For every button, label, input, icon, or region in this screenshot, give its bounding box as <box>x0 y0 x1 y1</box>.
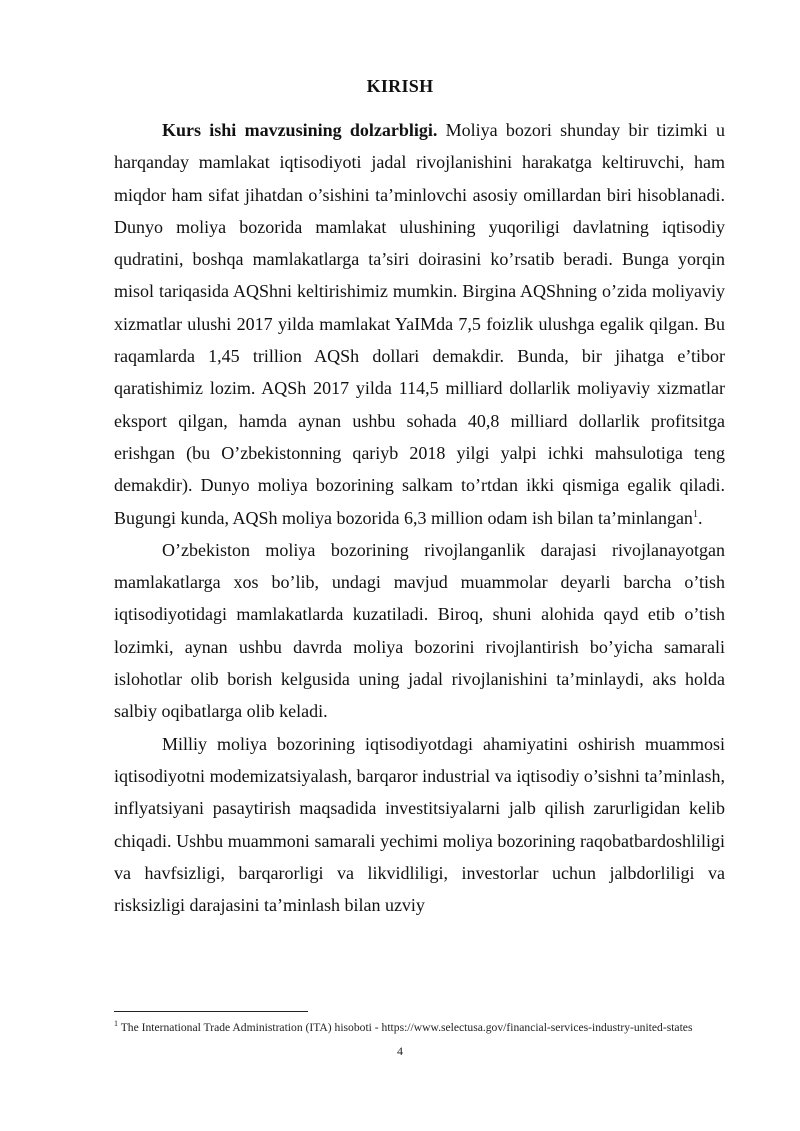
paragraph-national-market: Milliy moliya bozorining iqtisodiyotdagi ahamiyatini oshirish muammosi iqtisodiyotni modemizatsiyalash, barqaror industrial va iqtisodiy o’sishni ta’minlash, inflyatsiyani pasaytirish maqsadida investitsiyalarni jalb qilish zarurligidan kelib chiqadi. Ushbu muammoni samarali yechimi moliya bozorining raqobatbardoshliligi va havfsizligi, barqarorligi va likvidliligi, investorlar uchun jalbdorliligi va risksizligi darajasini ta’minlash bilan uzviy <box>114 733 725 916</box>
document-body <box>114 114 725 921</box>
footnote-marker: 1 <box>114 1019 118 1029</box>
footnote-reference[interactable]: 1 <box>692 508 698 520</box>
footnote-divider <box>114 1011 308 1012</box>
paragraph-text: Moliya bozori shunday bir tizimki u harqanday mamlakat iqtisodiyoti jadal rivojlanishini harakatga keltiruvchi, ham miqdor ham sifat jihatdan o’sishini ta’minlovchi asosiy omillardan biri hisoblanadi. Dunyo moliya bozorida mamlakat ulushining yuqoriligi davlatning iqtisodiy qudratini, boshqa mamlakatlarga ta’siri doirasini ko’rsatib beradi. Bunga yorqin misol tariqasida AQShni keltirishimiz mumkin. Birgina AQShning o’zida moliyaviy xizmatlar ulushi 2017 yilda mamlakat YaIMda 7,5 foizlik ulushga egalik qilgan. Bu raqamlarda 1,45 trillion AQSh dollari demakdir. Bunda, bir jihatga e’tibor qaratishimiz lozim. AQSh 2017 yilda 114,5 milliard dollarlik moliyaviy xizmatlar eksport qilgan, hamda aynan ushbu sohada 40,8 milliard dollarlik profitsitga erishgan (bu O’zbekistonning qariyb 2018 yilgi yalpi ichki mahsulotiga teng demakdir). Dunyo moliya bozorining salkam to’rtdan ikki qismiga egalik qiladi. Bugungi kunda, AQSh moliya bozorida 6,3 million odam ish bilan ta’minlangan <box>114 120 725 528</box>
paragraph-uzbekistan-market: O’zbekiston moliya bozorining rivojlanganlik darajasi rivojlanayotgan mamlakatlarga xos bo’lib, undagi mavjud muammolar deyarli barcha o’tish iqtisodiyotidagi mamlakatlarda kuzatiladi. Biroq, shuni alohida qayd etib o’tish lozimki, aynan ushbu davrda moliya bozorini rivojlantirish bo’yicha samarali islohotlar olib borish kelgusida uning jadal rivojlanishini ta’minlaydi, aks holda salbiy oqibatlarga olib keladi. <box>114 539 725 722</box>
paragraph-tail: . <box>697 507 703 528</box>
page-heading: KIRISH <box>366 76 434 96</box>
paragraph-relevance <box>114 114 725 534</box>
page-number: 4 <box>397 1044 403 1058</box>
footnote <box>114 1020 725 1036</box>
footnote-text: The International Trade Administration (ITA) hisoboti - https://www.selectusa.gov/financial-services-industry-united-states <box>118 1021 693 1034</box>
paragraph-lead: Kurs ishi mavzusining dolzarbligi. <box>162 120 438 140</box>
